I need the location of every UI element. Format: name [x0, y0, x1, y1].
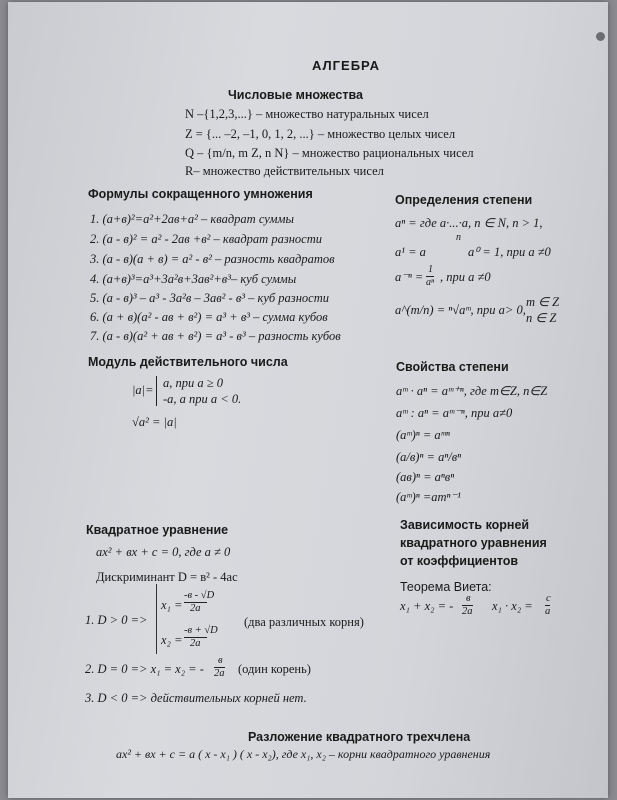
numbers-line: R– множество действительных чисел — [185, 164, 384, 178]
vieta-product: x₁ · x₂ = — [492, 599, 533, 613]
factorization-heading: Разложение квадратного трехчлена — [248, 730, 471, 744]
case2-numerator: в — [218, 655, 223, 666]
root2-label: x₂ = — [161, 633, 183, 647]
definition-line: aⁿ = где a·...·a, n ∈ N, n > 1, — [395, 216, 543, 230]
property-line: aᵐ · aⁿ = aᵐ⁺ⁿ, где m∈Z, n∈Z — [396, 384, 548, 398]
definition-line: , при a ≠0 — [440, 270, 491, 284]
case3: 3. D < 0 => действительных корней нет. — [85, 691, 307, 705]
roots-bar — [156, 584, 157, 654]
formula-item: 3. (a - в)(a + в) = a² - в² – разность квадратов — [90, 252, 335, 266]
vieta-sum-denominator: 2a — [462, 606, 473, 617]
formula-item: 4. (a+в)³=a³+3a²в+3aв²+в³– куб суммы — [90, 272, 297, 286]
paper-sheet — [8, 2, 608, 798]
numbers-line: Q – {m/n, m Z, n N} – множество рациональных чисел — [185, 146, 474, 160]
definition-line: a⁻ⁿ = — [395, 270, 424, 284]
definition-line: n ∈ Z — [526, 311, 557, 325]
quadratic-equation: ax² + вx + c = 0, где a ≠ 0 — [96, 545, 231, 559]
formulas-heading: Формулы сокращенного умножения — [88, 187, 313, 201]
formula-item: 2. (a - в)² = a² - 2aв +в² – квадрат разности — [90, 232, 322, 246]
punch-hole — [596, 32, 605, 41]
definition-line: a^(m/n) = ⁿ√aᵐ, при a> 0, — [395, 303, 526, 317]
vieta-product-denominator: a — [545, 606, 551, 617]
numbers-line: Z = {... –2, –1, 0, 1, 2, ...} – множество целых чисел — [185, 127, 456, 141]
vieta-sum: x₁ + x₂ = - — [400, 599, 454, 613]
root1-numerator: -в - √D — [184, 590, 215, 601]
property-line: (aᵐ)ⁿ = aᵐⁿ — [396, 428, 450, 442]
properties-heading: Свойства степени — [396, 360, 509, 374]
vieta-heading: Зависимость корней — [400, 518, 530, 532]
fraction-numerator: 1 — [428, 264, 433, 275]
definition-denominator: n — [456, 232, 461, 243]
root2-denominator: 2a — [184, 637, 207, 650]
root1-label: x₁ = — [161, 598, 183, 612]
property-line: (aв)ⁿ = aⁿвⁿ — [396, 470, 455, 484]
modulus-heading: Модуль действительного числа — [88, 355, 288, 369]
modulus-sqrt: √a² = |a| — [132, 415, 177, 429]
definition-line: m ∈ Z — [526, 295, 560, 309]
factorization-line: ax² + вx + c = a ( x - x₁ ) ( x - x₂), где x₁, x₂ – корни квадратного уравнения — [116, 747, 491, 761]
definition-line: a⁰ = 1, при a ≠0 — [468, 245, 551, 259]
vieta-heading: от коэффициентов — [400, 554, 519, 568]
property-line: (a/в)ⁿ = aⁿ/вⁿ — [396, 450, 462, 464]
property-line: aᵐ : aⁿ = aᵐ⁻ⁿ, при a≠0 — [396, 406, 513, 420]
numbers-heading: Числовые множества — [228, 88, 363, 102]
vieta-subheading: Теорема Виета: — [400, 580, 492, 594]
definition-line: a¹ = a — [395, 245, 426, 259]
case1-label: 1. D > 0 => — [85, 613, 148, 627]
definitions-heading: Определения степени — [395, 193, 533, 207]
formula-item: 7. (a - в)(a² + aв + в²) = a³ - в³ – разность кубов — [90, 329, 341, 343]
numbers-line: N –{1,2,3,...} – множество натуральных чисел — [185, 107, 429, 121]
cases-bracket — [156, 376, 157, 406]
discriminant: Дискриминант D = в² - 4ac — [96, 570, 238, 584]
formula-item: 6. (a + в)(a² - aв + в²) = a³ + в³ – сумма кубов — [90, 310, 328, 324]
formula-item: 1. (a+в)²=a²+2aв+a² – квадрат суммы — [90, 212, 294, 226]
page-title: АЛГЕБРА — [312, 58, 380, 73]
quadratic-heading: Квадратное уравнение — [86, 523, 229, 537]
root2-numerator: -в + √D — [184, 625, 218, 636]
vieta-product-numerator: c — [546, 593, 551, 604]
case1-note: (два различных корня) — [244, 615, 364, 629]
modulus-lhs: |a|= — [132, 383, 154, 397]
case2-denominator: 2a — [214, 668, 225, 679]
modulus-case: -a, а при a < 0. — [163, 392, 242, 406]
property-line: (aᵐ)ⁿ =amⁿ⁻¹ — [396, 490, 461, 504]
fraction-denominator: aⁿ — [426, 277, 435, 288]
formula-item: 5. (a - в)³ – a³ - 3a²в – 3aв² - в³ – куб разности — [90, 291, 329, 305]
vieta-sum-numerator: в — [466, 593, 471, 604]
vieta-heading: квадратного уравнения — [400, 536, 547, 550]
root1-denominator: 2a — [184, 602, 207, 615]
case2: 2. D = 0 => x₁ = x₂ = - — [85, 662, 204, 676]
modulus-case: a, при a ≥ 0 — [163, 376, 223, 390]
case2-note: (один корень) — [238, 662, 311, 676]
